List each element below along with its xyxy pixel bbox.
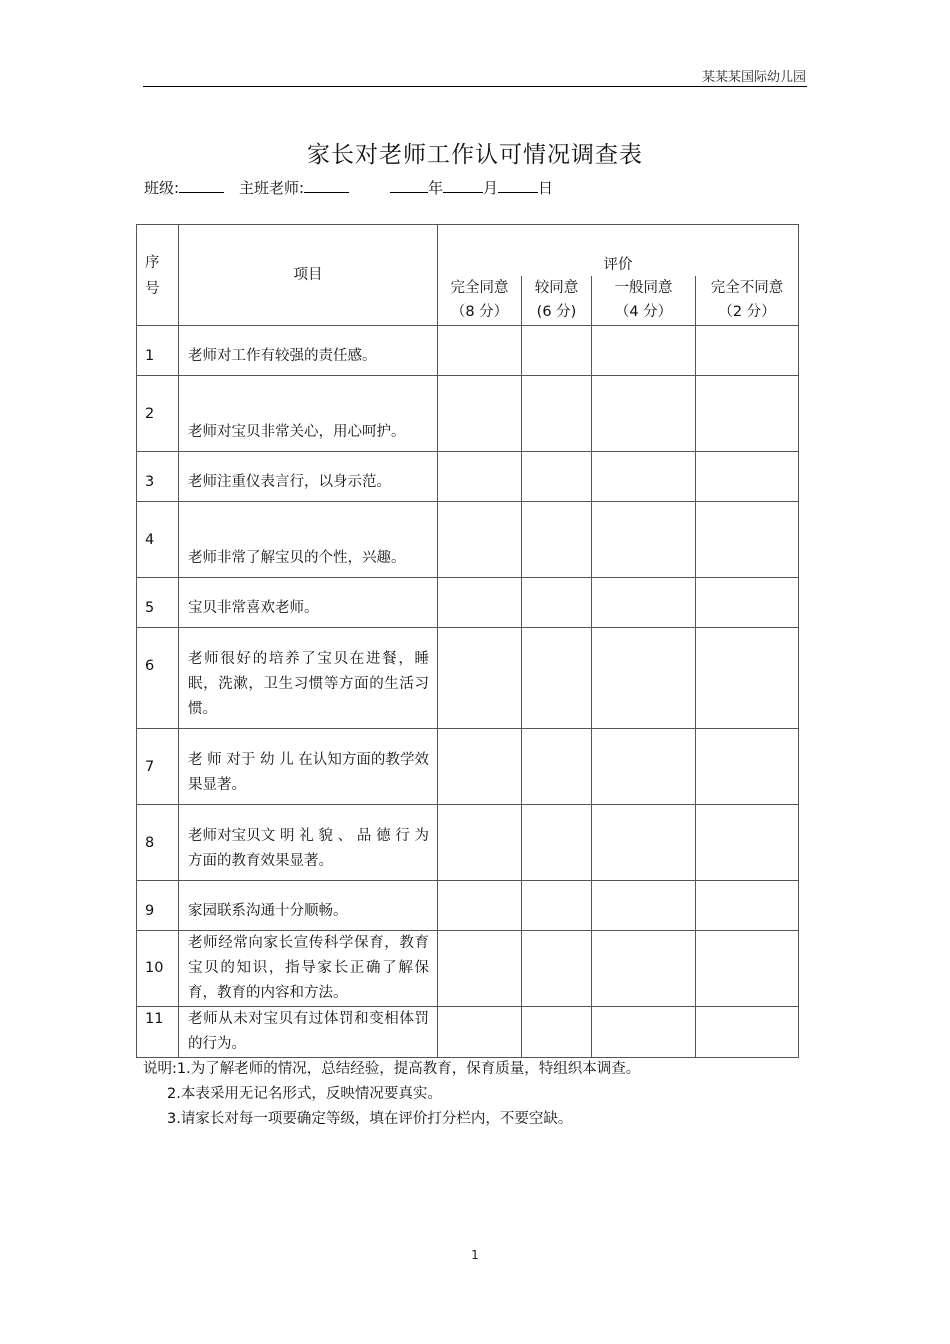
score-cell[interactable]	[696, 578, 799, 628]
score-cell[interactable]	[592, 326, 696, 376]
note-line: 2.本表采用无记名形式，反映情况要真实。	[167, 1086, 442, 1102]
class-field	[144, 177, 224, 198]
score-cell[interactable]	[522, 578, 592, 628]
row-number: 10	[137, 931, 179, 1007]
score-cell[interactable]	[522, 376, 592, 452]
score-cell[interactable]	[522, 452, 592, 502]
table-row	[137, 326, 799, 376]
score-cell[interactable]	[592, 376, 696, 452]
score-cell[interactable]	[696, 502, 799, 578]
year-label: 年	[428, 179, 444, 197]
row-item: 宝贝非常喜欢老师。	[179, 578, 438, 628]
row-item: 家园联系沟通十分顺畅。	[179, 881, 438, 931]
score-cell[interactable]	[438, 931, 522, 1007]
table-row	[137, 578, 799, 628]
table-row	[137, 931, 799, 1007]
row-item: 老师经常向家长宣传科学保育，教育宝贝的知识，指导家长正确了解保育，教育的内容和方法。	[179, 931, 438, 1007]
score-cell[interactable]	[592, 502, 696, 578]
score-cell[interactable]	[522, 881, 592, 931]
score-cell[interactable]	[438, 376, 522, 452]
row-number: 3	[137, 452, 179, 502]
row-number: 11	[137, 1007, 179, 1058]
row-item: 老师对宝贝文 明 礼 貌 、 品 德 行 为方面的教育效果显著。	[179, 805, 438, 881]
row-number: 2	[137, 376, 179, 452]
score-cell[interactable]	[438, 729, 522, 805]
seq-header-line2: 号	[145, 281, 160, 297]
score-cell[interactable]	[522, 326, 592, 376]
table-row	[137, 376, 799, 452]
table-row	[137, 729, 799, 805]
score-cell[interactable]	[522, 628, 592, 729]
score-cell[interactable]	[438, 628, 522, 729]
score-cell[interactable]	[592, 578, 696, 628]
table-row	[137, 1007, 799, 1058]
col-label: 完全不同意	[710, 279, 784, 296]
row-number: 5	[137, 578, 179, 628]
score-cell[interactable]	[522, 1007, 592, 1058]
table-row	[137, 452, 799, 502]
day-blank[interactable]	[498, 178, 538, 193]
score-cell[interactable]	[438, 881, 522, 931]
score-cell[interactable]	[522, 502, 592, 578]
score-cell[interactable]	[522, 805, 592, 881]
row-number: 4	[137, 502, 179, 578]
score-cell[interactable]	[438, 1007, 522, 1058]
score-cell[interactable]	[592, 628, 696, 729]
score-cell[interactable]	[522, 931, 592, 1007]
row-item: 老师从未对宝贝有过体罚和变相体罚的行为。	[179, 1007, 438, 1058]
year-blank[interactable]	[390, 178, 428, 193]
row-item: 老师很好的培养了宝贝在进餐，睡眠，洗漱，卫生习惯等方面的生活习惯。	[179, 628, 438, 729]
row-item: 老师注重仪表言行，以身示范。	[179, 452, 438, 502]
score-cell[interactable]	[592, 1007, 696, 1058]
col-header-somewhat-agree	[592, 276, 696, 326]
col-score: (6 分)	[536, 303, 577, 320]
score-cell[interactable]	[438, 326, 522, 376]
col-header-agree	[522, 276, 592, 326]
teacher-blank[interactable]	[304, 178, 349, 193]
class-label: 班级:	[144, 179, 180, 197]
survey-table	[136, 224, 799, 1058]
row-number: 7	[137, 729, 179, 805]
table-row	[137, 805, 799, 881]
score-cell[interactable]	[592, 452, 696, 502]
score-cell[interactable]	[696, 1007, 799, 1058]
score-cell[interactable]	[696, 376, 799, 452]
table-row	[137, 502, 799, 578]
row-number: 1	[137, 326, 179, 376]
score-cell[interactable]	[592, 805, 696, 881]
row-item: 老 师 对于 幼 儿 在认知方面的教学效果显著。	[179, 729, 438, 805]
eval-header: 评价	[438, 225, 799, 276]
item-header: 项目	[179, 225, 438, 326]
score-cell[interactable]	[696, 326, 799, 376]
row-number: 6	[137, 628, 179, 729]
score-cell[interactable]	[438, 805, 522, 881]
teacher-label: 主班老师:	[239, 179, 305, 197]
month-label: 月	[483, 179, 499, 197]
col-label: 较同意	[534, 279, 579, 296]
page-number: 1	[471, 1248, 479, 1262]
score-cell[interactable]	[696, 805, 799, 881]
notes-section	[143, 1057, 640, 1132]
note-line: 3.请家长对每一项要确定等级，填在评价打分栏内，不要空缺。	[167, 1111, 573, 1127]
school-name: 某某某国际幼儿园	[701, 70, 806, 85]
score-cell[interactable]	[592, 881, 696, 931]
row-item: 老师非常了解宝贝的个性，兴趣。	[179, 502, 438, 578]
note-line: 说明:1.为了解老师的情况，总结经验，提高教育，保育质量，特组织本调查。	[143, 1061, 641, 1077]
score-cell[interactable]	[696, 452, 799, 502]
row-number: 9	[137, 881, 179, 931]
date-field	[390, 177, 553, 198]
seq-header-line1: 序	[145, 255, 160, 271]
col-score: （8 分）	[450, 303, 509, 320]
row-item: 老师对工作有较强的责任感。	[179, 326, 438, 376]
col-header-fully-disagree	[696, 276, 799, 326]
score-cell[interactable]	[696, 628, 799, 729]
month-blank[interactable]	[443, 178, 483, 193]
col-score: （2 分）	[718, 303, 776, 320]
score-cell[interactable]	[696, 729, 799, 805]
day-label: 日	[538, 179, 554, 197]
teacher-field	[239, 177, 349, 198]
header-divider	[143, 86, 807, 87]
col-score: （4 分）	[614, 303, 673, 320]
col-header-fully-agree	[438, 276, 522, 326]
score-cell[interactable]	[438, 578, 522, 628]
seq-header	[137, 225, 179, 326]
table-header-row	[137, 225, 799, 276]
score-cell[interactable]	[696, 881, 799, 931]
score-cell[interactable]	[592, 729, 696, 805]
score-cell[interactable]	[522, 729, 592, 805]
col-label: 完全同意	[450, 279, 509, 296]
score-cell[interactable]	[696, 931, 799, 1007]
score-cell[interactable]	[438, 452, 522, 502]
score-cell[interactable]	[438, 502, 522, 578]
document-title: 家长对老师工作认可情况调查表	[307, 142, 643, 168]
col-label: 一般同意	[614, 279, 673, 296]
score-cell[interactable]	[592, 931, 696, 1007]
table-row	[137, 881, 799, 931]
row-item: 老师对宝贝非常关心，用心呵护。	[179, 376, 438, 452]
row-number: 8	[137, 805, 179, 881]
table-row	[137, 628, 799, 729]
class-blank[interactable]	[179, 178, 224, 193]
